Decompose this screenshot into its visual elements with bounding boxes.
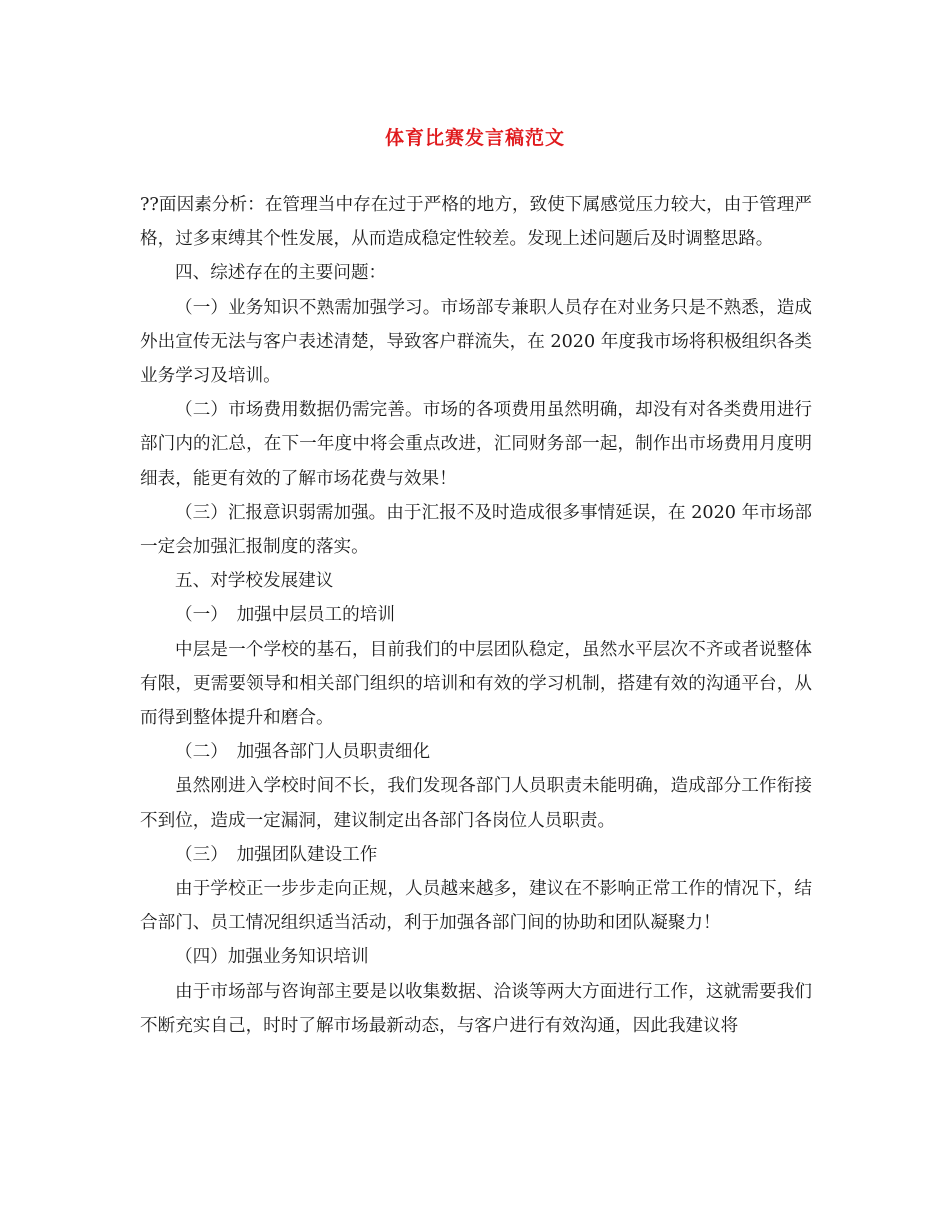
- paragraph: （三）汇报意识弱需加强。由于汇报不及时造成很多事情延误，在 2020 年市场部一定会加强汇报制度的落实。: [140, 502, 812, 558]
- document-body: [140, 188, 812, 1043]
- paragraph: （三） 加强团队建设工作: [175, 844, 378, 865]
- paragraph: （二） 加强各部门人员职责细化: [175, 742, 431, 763]
- paragraph: 由于市场部与咨询部主要是以收集数据、洽谈等两大方面进行工作，这就需要我们不断充实自己，时时了解市场最新动态，与客户进行有效沟通，因此我建议将: [140, 981, 812, 1036]
- paragraph: （一）业务知识不熟需加强学习。市场部专兼职人员存在对业务只是不熟悉，造成外出宣传无法与客户表述清楚，导致客户群流失，在 2020 年度我市场将积极组织各类业务学习及培训。: [140, 297, 812, 387]
- paragraph: 五、对学校发展建议: [175, 571, 334, 592]
- paragraph: ??面因素分析：在管理当中存在过于严格的地方，致使下属感觉压力较大，由于管理严格，过多束缚其个性发展，从而造成稳定性较差。发现上述问题后及时调整思路。: [140, 195, 812, 250]
- paragraph: 虽然刚进入学校时间不长，我们发现各部门人员职责未能明确，造成部分工作衔接不到位，造成一定漏洞，建议制定出各部门各岗位人员职责。: [140, 776, 812, 831]
- paragraph: 由于学校正一步步走向正规，人员越来越多，建议在不影响正常工作的情况下，结合部门、员工情况组织适当活动，利于加强各部门间的协助和团队凝聚力！: [140, 879, 812, 934]
- paragraph: （二）市场费用数据仍需完善。市场的各项费用虽然明确，却没有对各类费用进行部门内的汇总，在下一年度中将会重点改进，汇同财务部一起，制作出市场费用月度明细表，能更有效的了解市场花费与效果！: [140, 400, 812, 489]
- paragraph: 四、综述存在的主要问题：: [175, 263, 387, 284]
- document-title: 体育比赛发言稿范文: [384, 127, 565, 149]
- paragraph: （一） 加强中层员工的培训: [175, 605, 395, 626]
- paragraph: 中层是一个学校的基石，目前我们的中层团队稳定，虽然水平层次不齐或者说整体有限，更需要领导和相关部门组织的培训和有效的学习机制，搭建有效的沟通平台，从而得到整体提升和磨合。: [140, 639, 812, 729]
- paragraph: （四）加强业务知识培训: [175, 947, 369, 968]
